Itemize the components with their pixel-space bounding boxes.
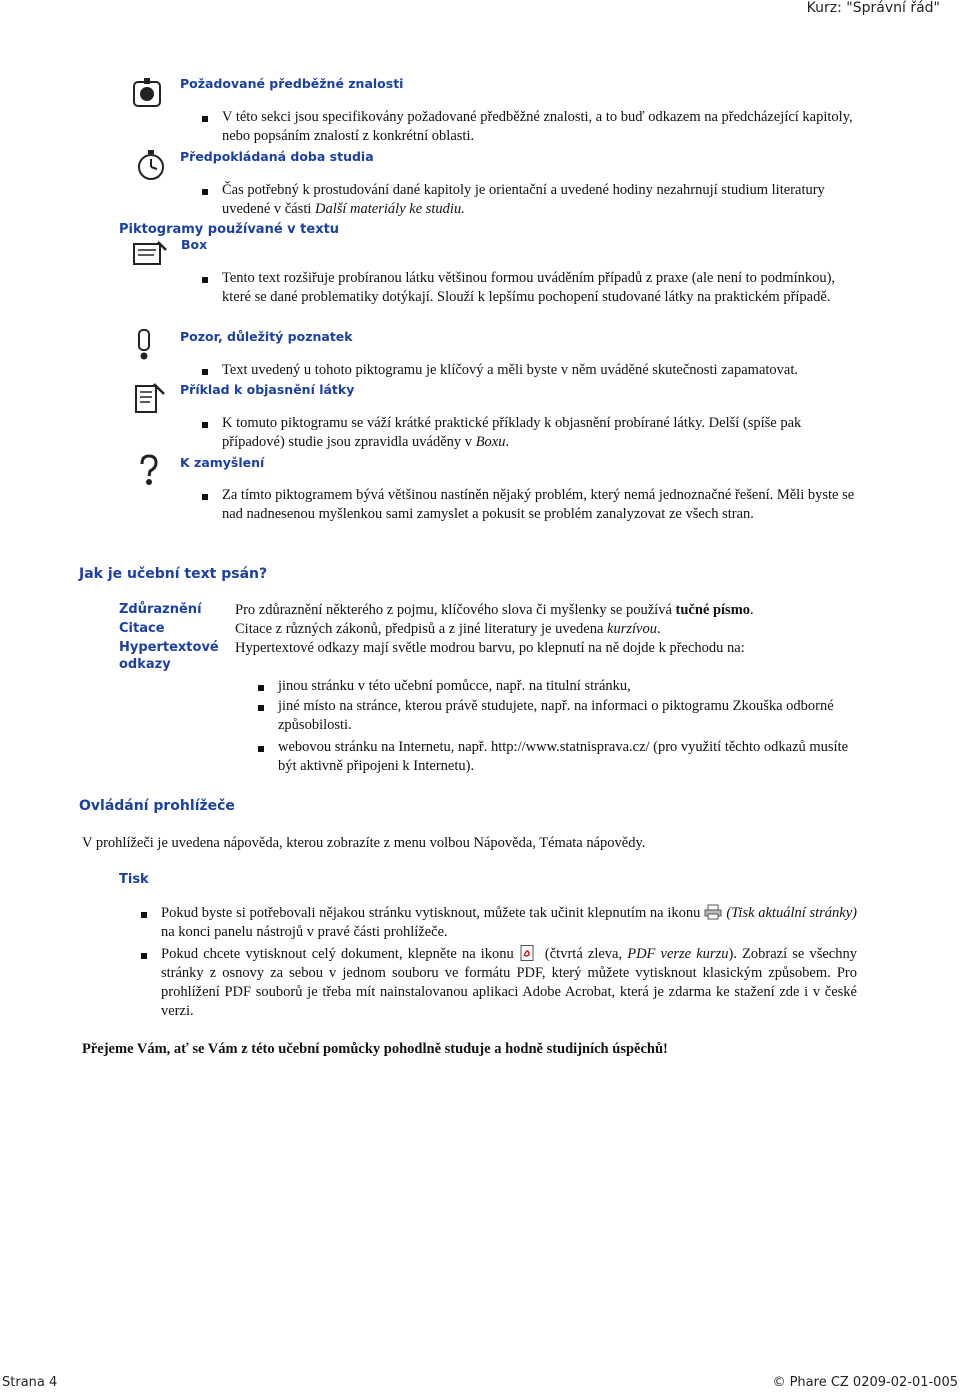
- copyright: © Phare CZ 0209-02-01-005: [772, 1375, 958, 1390]
- hypertext-line: Hypertextové odkazy mají světle modrou barvu, po klepnutí na ně dojde k přechodu na:: [235, 640, 745, 656]
- print-b-end: ). Zobrazí se všechny stránky z osnovy za sebou v jednom souboru ve formátu PDF, který můžete vytisknout klasickým způsobem. Pro prohlížení PDF souborů je třeba mít nainstalovanou aplikaci Adobe Acrobat, která je zdarma ke stažení zde i v české verzi.: [161, 946, 857, 1019]
- reflection-text: Za tímto piktogramem bývá většinou nastíněn nějaký problém, který nemá jednoznačné řešení. Měli byste se nad nadnesenou myšlenkou sami zamyslet a pokusit se problém zanalyzovat ze všech stran.: [222, 487, 855, 522]
- citation-line: [235, 620, 885, 639]
- warning-text: Text uvedený u tohoto piktogramu je klíčový a měli byste v něm uváděné skutečnosti zapamatovat.: [222, 362, 799, 378]
- print-a-text: Pokud byste si potřebovali nějakou stránku vytisknout, můžete tak učinit klepnutím na ikonu: [161, 905, 701, 921]
- example-icon: [132, 380, 166, 416]
- study-time-item: [202, 181, 862, 219]
- emphasis-label: Zdůraznění: [119, 602, 202, 617]
- box-icon: [132, 238, 168, 270]
- citation-end: .: [656, 621, 661, 637]
- print-item: [141, 904, 857, 942]
- example-item: [202, 414, 862, 452]
- question-icon: [134, 452, 164, 488]
- reflection-item: [202, 486, 862, 524]
- text-style-heading: Jak je učební text psán?: [79, 566, 268, 582]
- pictograms-heading: Piktogramy používané v textu: [119, 222, 340, 237]
- required-knowledge-text: V této sekci jsou specifikovány požadované předběžné znalosti, a to buď odkazem na předcházející kapitoly, nebo popsáním znalostí z konkrétní oblasti.: [222, 109, 853, 144]
- emphasis-line: [235, 601, 885, 620]
- example-text: K tomuto piktogramu se váží krátké praktické příklady k objasnění probírané látky. Delší (spíše pak případové) studie jsou zpravidla uváděny v: [222, 415, 802, 450]
- study-time-title: Předpokládaná doba studia: [180, 149, 374, 164]
- hypertext-label: Hypertextové odkazy: [119, 640, 219, 672]
- link-target-text: webovou stránku na Internetu, např. http://www.statnisprava.cz/ (pro využití těchto odkazů musíte být aktivně připojeni k Internetu).: [278, 739, 849, 774]
- example-title: Příklad k objasnění látky: [180, 382, 355, 397]
- print-b-mid: (čtvrtá zleva,: [539, 946, 628, 962]
- link-target-item: [258, 738, 868, 776]
- course-title: Kurz: "Správní řád": [806, 0, 940, 16]
- link-target-text: jiné místo na stránce, kterou právě studujete, např. na informaci o piktogramu Zkouška odborné způsobilosti.: [278, 698, 834, 733]
- reflection-title: K zamyšlení: [180, 455, 265, 470]
- print-heading: Tisk: [119, 872, 149, 887]
- required-knowledge-title: Požadované předběžné znalosti: [180, 76, 404, 91]
- citation-text: Citace z různých zákonů, předpisů a z jiné literatury je uvedena: [235, 621, 608, 637]
- required-knowledge-icon: [130, 76, 164, 110]
- box-title: Box: [181, 237, 208, 252]
- print-b-em: PDF verze kurzu: [627, 946, 729, 962]
- example-text-em: Boxu: [475, 434, 506, 450]
- emphasis-end: .: [750, 602, 754, 618]
- example-text-end: .: [505, 434, 510, 450]
- exclamation-icon: [132, 328, 156, 362]
- required-knowledge-item: [202, 108, 862, 146]
- link-target-item: [258, 677, 888, 696]
- page-number: Strana 4: [2, 1375, 58, 1390]
- stopwatch-icon: [134, 148, 168, 182]
- study-time-text-em: Další materiály ke studiu.: [315, 201, 465, 217]
- closing-text: Přejeme Vám, ať se Vám z této učební pomůcky pohodlně studuje a hodně studijních úspěchů!: [82, 1041, 668, 1057]
- citation-em: kurzívou: [607, 621, 657, 637]
- printer-icon[interactable]: [704, 904, 722, 920]
- print-b-text: Pokud chcete vytisknout celý dokument, klepněte na ikonu: [161, 946, 514, 962]
- link-target-text: jinou stránku v této učební pomůcce, např. na titulní stránku,: [278, 678, 631, 694]
- print-a-em: (Tisk aktuální stránky): [726, 905, 857, 921]
- pdf-icon[interactable]: [518, 945, 536, 961]
- print-item: [141, 945, 857, 1021]
- help-text: V prohlížeči je uvedena nápověda, kterou zobrazíte z menu volbou Nápověda, Témata nápovědy.: [82, 835, 646, 851]
- warning-item: [202, 361, 882, 380]
- link-target-item: [258, 697, 888, 735]
- emphasis-text: Pro zdůraznění některého z pojmu, klíčového slova či myšlenky se používá: [235, 602, 676, 618]
- box-item: [202, 269, 862, 307]
- warning-title: Pozor, důležitý poznatek: [180, 329, 353, 344]
- print-a-end: na konci panelu nástrojů v pravé části prohlížeče.: [161, 924, 448, 940]
- study-time-text: Čas potřebný k prostudování dané kapitoly je orientační a uvedené hodiny nezahrnují studium literatury uvedené v části: [222, 182, 825, 217]
- emphasis-bold: tučné písmo: [675, 602, 751, 618]
- box-text: Tento text rozšiřuje probíranou látku většinou formou uváděním případů z praxe (ale není to podmínkou), které se dané problematiky dotýkají. Slouží k lepšímu pochopení studované látky na praktickém případě.: [222, 270, 836, 305]
- browser-heading: Ovládání prohlížeče: [79, 798, 235, 814]
- citation-label: Citace: [119, 621, 165, 636]
